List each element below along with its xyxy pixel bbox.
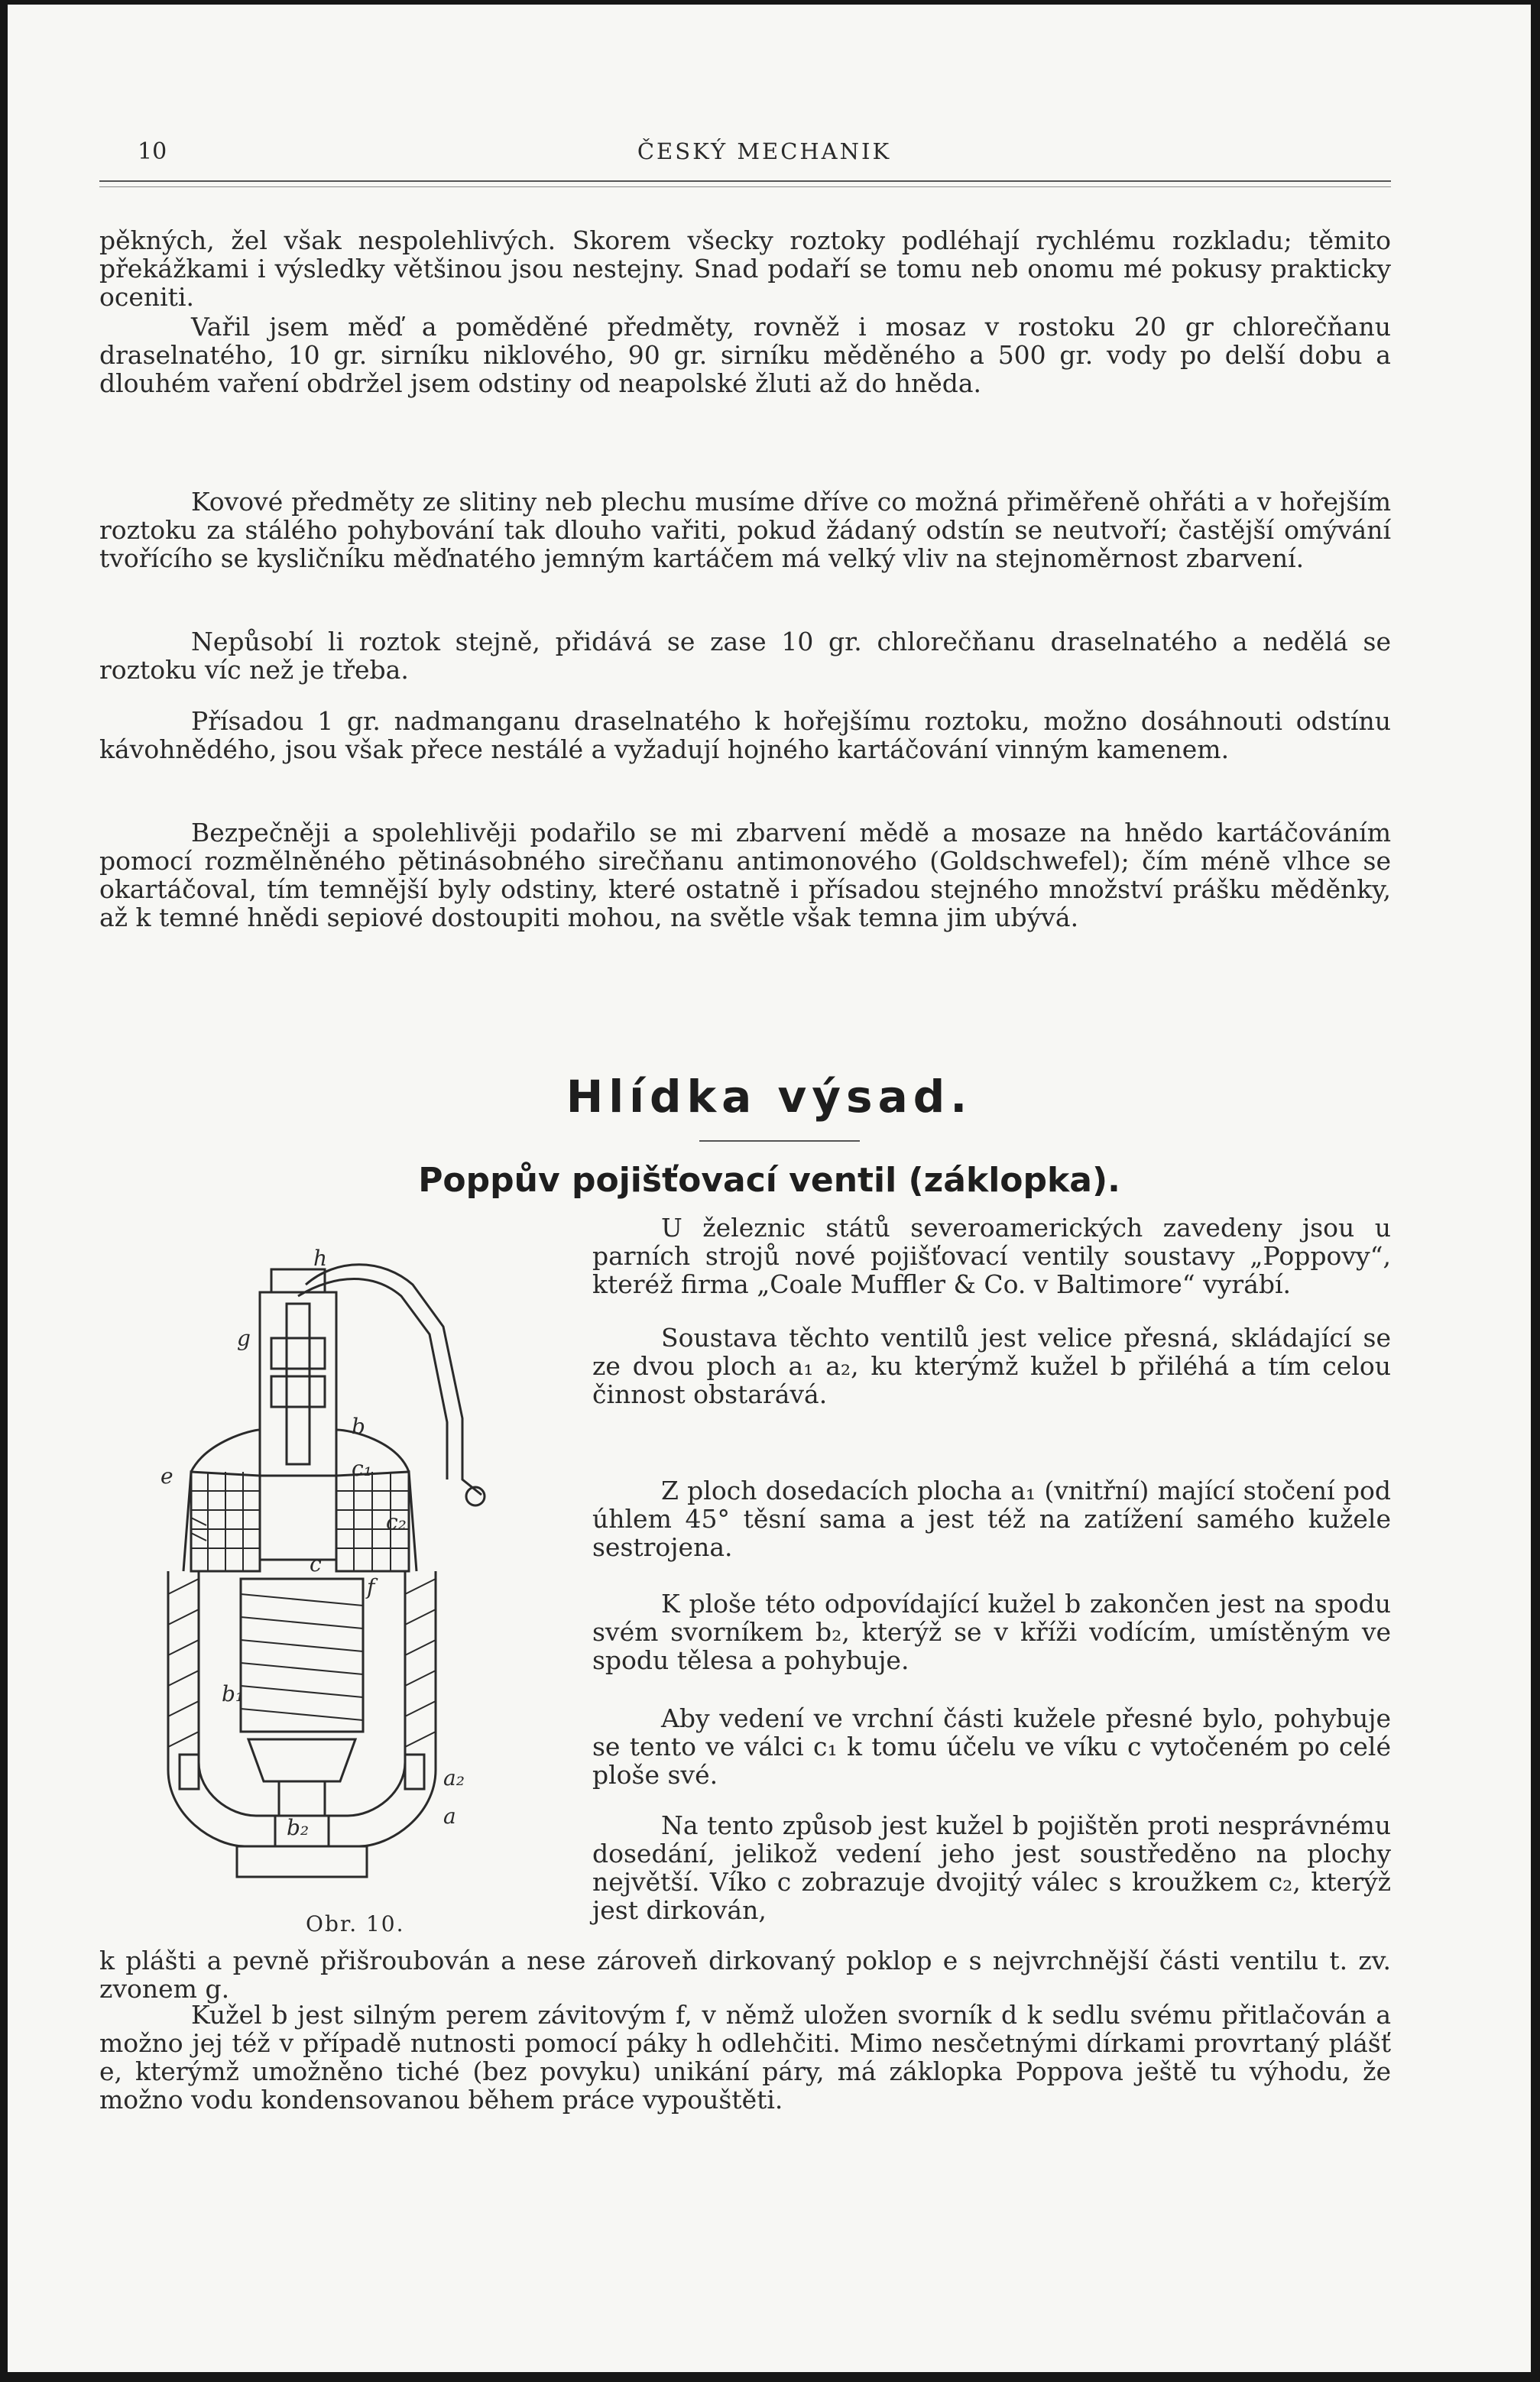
valve-figure: [122, 1212, 596, 1892]
running-title: ČESKÝ MECHANIK: [637, 138, 892, 164]
figure-caption: Obr. 10.: [306, 1911, 405, 1936]
label-a: a: [443, 1804, 456, 1829]
label-b2: b₂: [287, 1815, 310, 1840]
label-c1: c₁: [352, 1456, 372, 1481]
page-header: [138, 138, 1391, 177]
intro-paragraph-6: Bezpečněji a spolehlivěji podařilo se mi zbarvení mědě a mosaze na hnědo kartáčováním pomocí rozmělněného pětinásobného sirečňanu antimonového (Goldschwefel); čím méně vlhce se okartáčoval, tím temnější byly odstiny, které ostatně i přísadou stejného množství prášku měděnky, až k temné hnědi sepiové dostoupiti mohou, na světle však temna jim ubývá.: [99, 818, 1391, 932]
title-divider: [699, 1140, 860, 1142]
intro-paragraph-3: Kovové předměty ze slitiny neb plechu musíme dříve co možná přiměřeně ohřáti a v hořejším roztoku za stálého pohybování tak dlouho vařiti, pokud žádaný odstín se neutvoří; častější omývání tvořícího se kysličníku měďnatého jemným kartáčem má velký vliv na stejnoměrnost zbarvení.: [99, 487, 1391, 573]
label-g: g: [237, 1326, 251, 1351]
article-paragraph-7: Kužel b jest silným perem závitovým f, v němž uložen svorník d k sedlu svému přitlačován a možno jej též v případě nutnosti pomocí páky h odlehčiti. Mimo nesčetnými dírkami provrtaný plášť e, kterýmž umožněno tiché (bez povyku) unikání páry, má záklopka Poppova ještě tu výhodu, že možno vodu kondensovanou během práce vypouštěti.: [99, 2000, 1391, 2115]
label-a2: a₂: [443, 1765, 465, 1791]
page-number: 10: [138, 138, 167, 165]
header-rule-thin: [99, 186, 1391, 187]
article-paragraph-4: K ploše této odpovídající kužel b zakončen jest na spodu svém svorníkem b₂, kterýž se v kříži vodícím, umístěným ve spodu tělesa a pohybuje.: [592, 1589, 1391, 1675]
label-c: c: [310, 1551, 322, 1577]
label-c2: c₂: [386, 1509, 407, 1535]
article-paragraph-5: Aby vedení ve vrchní části kužele přesné bylo, pohybuje se tento ve válci c₁ k tomu účelu ve víku c vytočeném po celé ploše své.: [592, 1703, 1391, 1790]
intro-paragraph-4: Nepůsobí li roztok stejně, přidává se zase 10 gr. chlorečňanu draselnatého a nedělá se roztoku víc než je třeba.: [99, 627, 1391, 685]
label-h: h: [313, 1246, 328, 1271]
label-b1: b₁: [222, 1681, 245, 1706]
page: [8, 5, 1531, 2372]
label-b: b: [352, 1414, 365, 1439]
intro-paragraph-1: pěkných, žel však nespolehlivých. Skorem všecky roztoky podléhají rychlému rozkladu; těmito překážkami i výsledky většinou jsou nestejny. Snad podaří se tomu neb onomu mé pokusy prakticky oceniti.: [99, 225, 1391, 312]
valve-cross-section-drawing: [122, 1212, 596, 1892]
label-e: e: [160, 1463, 173, 1489]
section-title: Hlídka výsad.: [566, 1071, 973, 1123]
article-paragraph-6: Na tento způsob jest kužel b pojištěn proti nesprávnému dosedání, jelikož vedení jeho jest soustředěno na plochy největší. Víko c zobrazuje dvojitý válec s kroužkem c₂, kterýž jest dirkován,: [592, 1810, 1391, 1925]
article-paragraph-2: Soustava těchto ventilů jest velice přesná, skládající se ze dvou ploch a₁ a₂, ku kterýmž kužel b přiléhá a tím celou činnost obstarává.: [592, 1323, 1391, 1409]
header-rule: [99, 180, 1391, 182]
article-paragraph-3: Z ploch dosedacích plocha a₁ (vnitřní) mající stočení pod úhlem 45° těsní sama a jest též na zatížení samého kužele sestrojena.: [592, 1476, 1391, 1562]
article-title: Poppův pojišťovací ventil (záklopka).: [418, 1161, 1120, 1200]
label-f: f: [367, 1574, 375, 1599]
article-paragraph-1: U železnic států severoamerických zavedeny jsou u parních strojů nové pojišťovací ventily soustavy „Poppovy“, kteréž firma „Coale Muffler & Co. v Baltimore“ vyrábí.: [592, 1213, 1391, 1299]
intro-paragraph-5: Přísadou 1 gr. nadmanganu draselnatého k hořejšímu roztoku, možno dosáhnouti odstínu kávohnědého, jsou však přece nestálé a vyžadují hojného kartáčování vinným kamenem.: [99, 706, 1391, 764]
article-paragraph-6-continued: k plášti a pevně přišroubován a nese zároveň dirkovaný poklop e s nejvrchnější části ventilu t. zv. zvonem g.: [99, 1946, 1391, 2004]
intro-paragraph-2: Vařil jsem měď a poměděné předměty, rovněž i mosaz v rostoku 20 gr chlorečňanu draselnatého, 10 gr. sirníku niklového, 90 gr. sirníku měděného a 500 gr. vody po delší dobu a dlouhém vaření obdržel jsem odstiny od neapolské žluti až do hněda.: [99, 312, 1391, 398]
